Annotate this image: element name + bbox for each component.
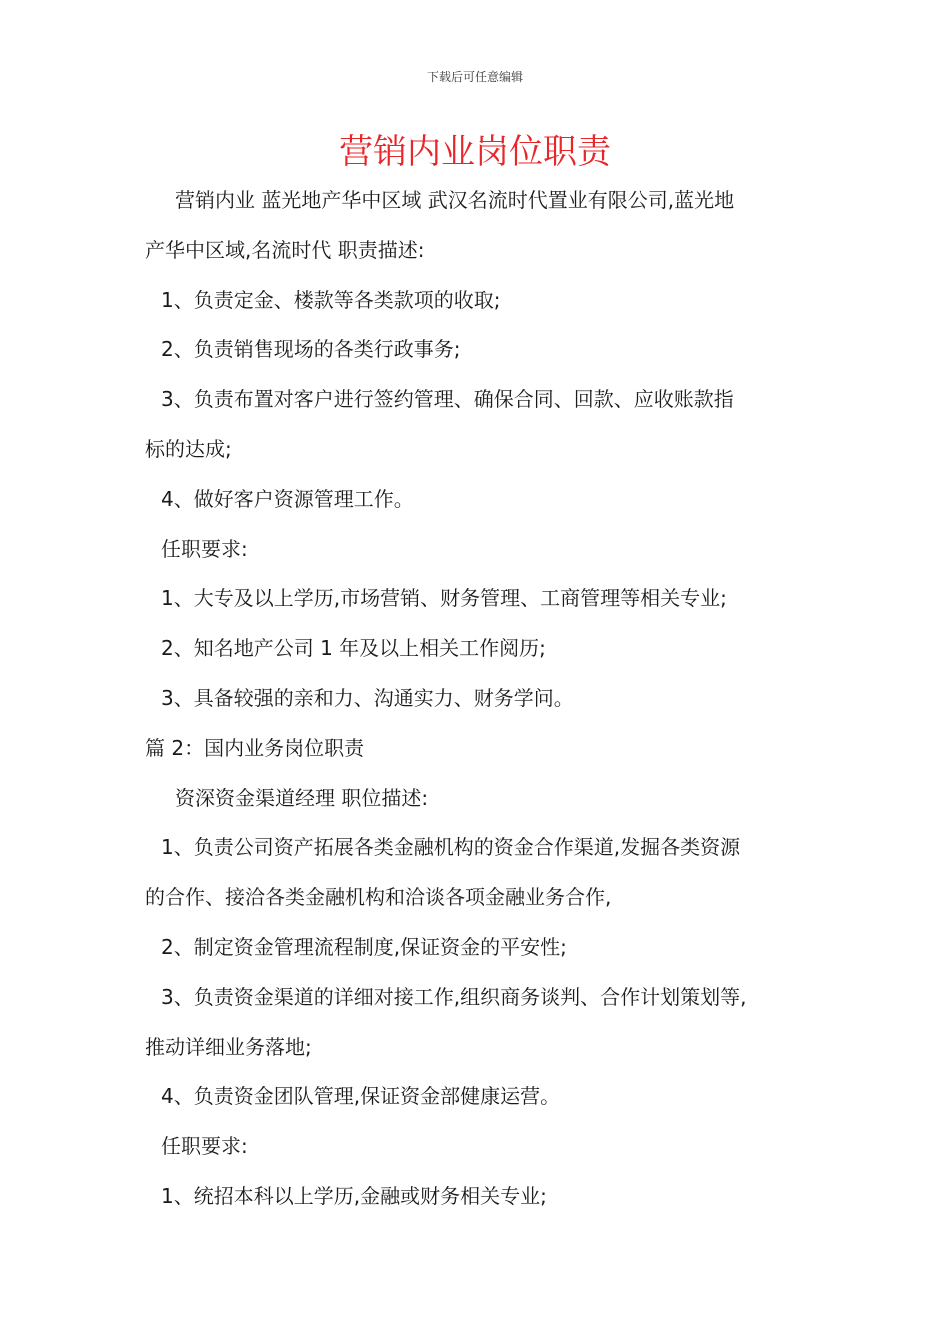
list-item: 4、负责资金团队管理,保证资金部健康运营。 [161, 1084, 561, 1109]
list-item: 2、制定资金管理流程制度,保证资金的平安性; [161, 934, 567, 959]
list-item: 2、知名地产公司 1 年及以上相关工作阅历; [161, 636, 546, 661]
list-item: 1、统招本科以上学历,金融或财务相关专业; [161, 1183, 547, 1208]
section-heading: 任职要求: [161, 1134, 248, 1159]
list-item: 3、具备较强的亲和力、沟通实力、财务学问。 [161, 685, 574, 710]
document-body [145, 176, 813, 1222]
list-item: 2、负责销售现场的各类行政事务; [161, 337, 461, 362]
article-heading: 篇 2：国内业务岗位职责 [145, 735, 365, 760]
paragraph-line: 产华中区域,名流时代 职责描述: [145, 237, 425, 262]
document-title: 营销内业岗位职责 [339, 132, 611, 172]
header-note: 下载后可任意编辑 [426, 70, 523, 84]
paragraph-line: 营销内业 蓝光地产华中区域 武汉名流时代置业有限公司,蓝光地 [175, 188, 735, 212]
section-heading: 任职要求: [161, 536, 248, 561]
list-item-continuation: 的合作、接洽各类金融机构和洽谈各项金融业务合作, [145, 885, 612, 910]
list-item: 3、负责资金渠道的详细对接工作,组织商务谈判、合作计划策划等, [161, 984, 747, 1009]
list-item: 4、做好客户资源管理工作。 [161, 486, 414, 511]
list-item-continuation: 标的达成; [145, 436, 232, 461]
list-item: 1、负责公司资产拓展各类金融机构的资金合作渠道,发掘各类资源 [161, 835, 741, 860]
list-item-continuation: 推动详细业务落地; [145, 1034, 312, 1059]
list-item: 1、大专及以上学历,市场营销、财务管理、工商管理等相关专业; [161, 586, 727, 611]
list-item: 1、负责定金、楼款等各类款项的收取; [161, 287, 501, 312]
paragraph-line: 资深资金渠道经理 职位描述: [175, 785, 429, 810]
list-item: 3、负责布置对客户进行签约管理、确保合同、回款、应收账款指 [161, 387, 734, 412]
